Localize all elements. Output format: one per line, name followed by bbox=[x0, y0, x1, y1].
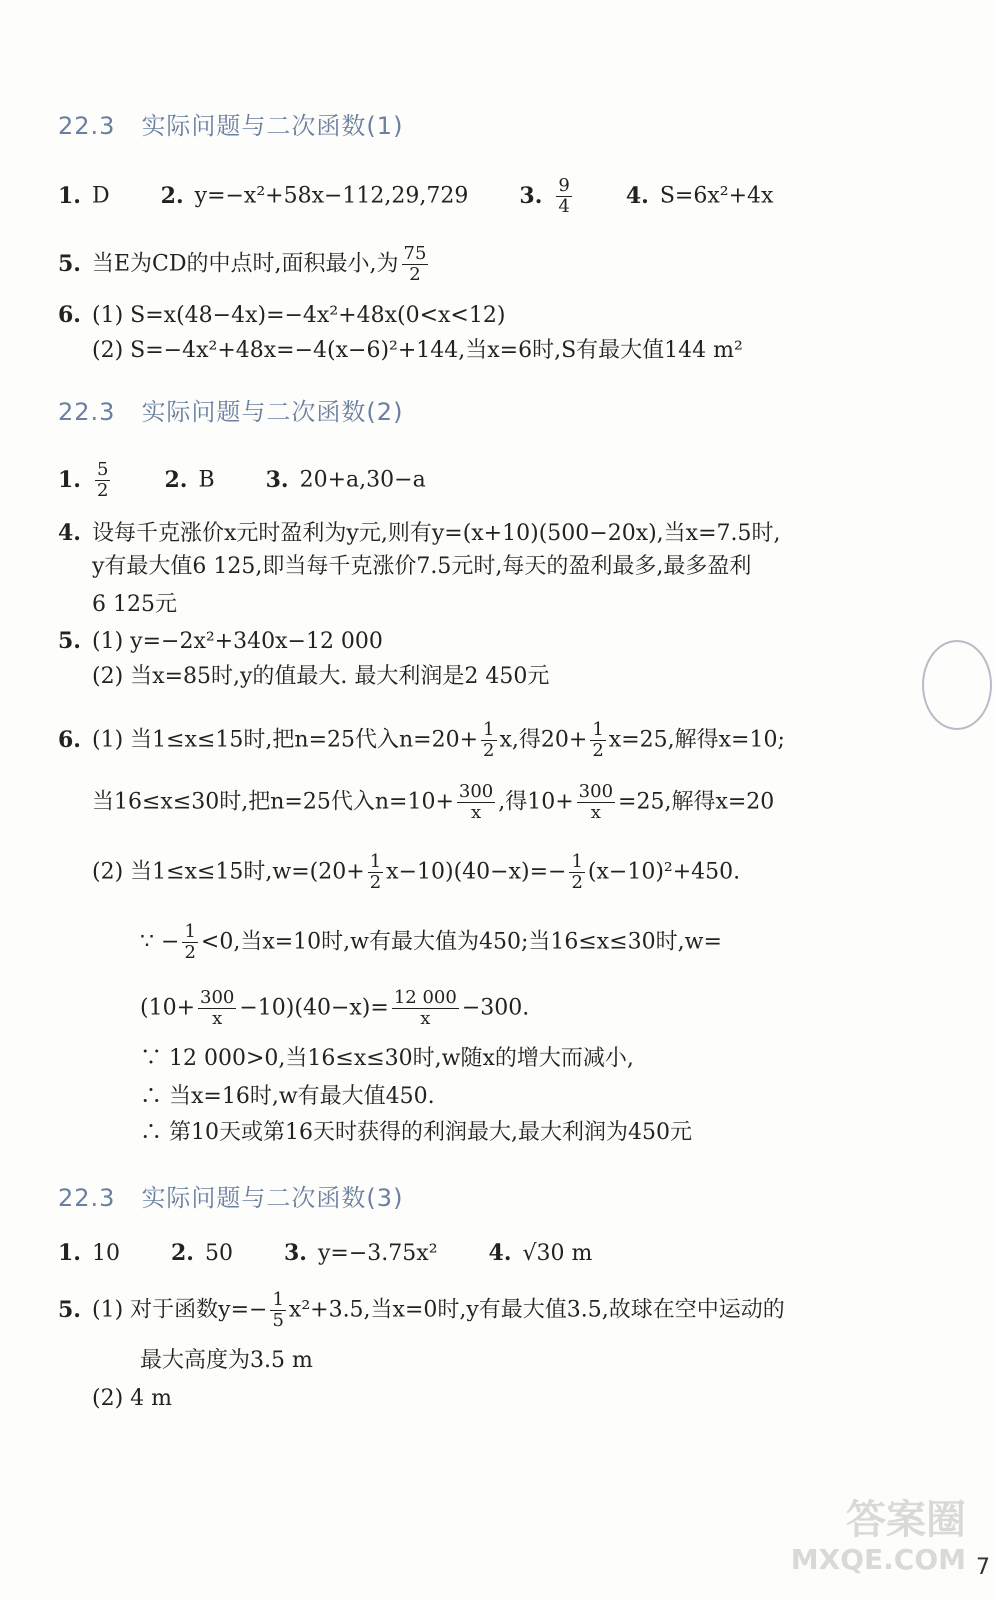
answer-text: (x−10)²+450. bbox=[587, 859, 741, 885]
answer-text: 10 bbox=[92, 1241, 120, 1266]
section-number: 22.3 bbox=[58, 112, 116, 140]
answer-text: (1) S=x(48−4x)=−4x²+48x(0<x<12) bbox=[92, 303, 506, 328]
answer-line bbox=[140, 988, 529, 1029]
section-number: 22.3 bbox=[58, 1184, 116, 1212]
answer-text: x,得20+ bbox=[499, 727, 588, 753]
answer-text: 当16≤x≤30时,把n=25代入n=10+ bbox=[92, 789, 454, 815]
numerator: 12 000 bbox=[393, 987, 457, 1008]
question-number: 3. bbox=[284, 1240, 307, 1266]
watermark-url: MXQE.COM bbox=[790, 1543, 966, 1576]
denominator: 2 bbox=[592, 740, 604, 761]
question-number: 3. bbox=[265, 466, 289, 493]
answer-line bbox=[58, 244, 431, 285]
answer-line bbox=[58, 176, 773, 217]
question-number: 4. bbox=[488, 1240, 512, 1266]
answer-line bbox=[58, 720, 785, 761]
denominator: x bbox=[420, 1008, 431, 1029]
watermark-logo bbox=[790, 1497, 966, 1580]
numerator: 1 bbox=[571, 851, 583, 872]
question-number: 5. bbox=[58, 250, 81, 277]
answer-line bbox=[92, 782, 774, 823]
fraction bbox=[392, 988, 459, 1029]
answer-line: (2) 当x=85时,y的值最大. 最大利润是2 450元 bbox=[92, 664, 550, 689]
fraction bbox=[556, 176, 571, 217]
fraction bbox=[368, 852, 383, 893]
answer-text: (10+ bbox=[140, 995, 196, 1021]
answer-line bbox=[58, 1238, 592, 1269]
answer-line bbox=[58, 460, 426, 501]
numerator: 1 bbox=[369, 851, 382, 872]
answer-line: ∴ 当x=16时,w有最大值450. bbox=[140, 1084, 435, 1109]
question-number: 4. bbox=[58, 520, 81, 546]
denominator: 2 bbox=[409, 264, 421, 285]
answer-text: 当E为CD的中点时,面积最小,为 bbox=[92, 251, 399, 277]
answer-text: (1) 当1≤x≤15时,把n=25代入n=20+ bbox=[92, 727, 479, 753]
answer-text: y=−3.75x² bbox=[318, 1241, 438, 1266]
denominator: 2 bbox=[97, 480, 109, 501]
answer-line: (2) S=−4x²+48x=−4(x−6)²+144,当x=6时,S有最大值144 m² bbox=[92, 338, 743, 363]
denominator: x bbox=[470, 802, 482, 823]
denominator: x bbox=[590, 802, 601, 823]
answer-text: y=−x²+58x−112,29,729 bbox=[194, 183, 469, 209]
fraction bbox=[198, 988, 236, 1029]
question-number: 1. bbox=[58, 1240, 81, 1266]
answer-line bbox=[58, 626, 383, 657]
numerator: 75 bbox=[403, 243, 427, 264]
answer-line: 6 125元 bbox=[92, 592, 177, 617]
numerator: 1 bbox=[592, 719, 604, 740]
denominator: 2 bbox=[571, 872, 583, 893]
answer-text: x²+3.5,当x=0时,y有最大值3.5,故球在空中运动的 bbox=[288, 1297, 785, 1323]
fraction bbox=[402, 244, 429, 285]
page-number: 7 bbox=[976, 1555, 990, 1580]
answer-line bbox=[58, 300, 505, 331]
answer-text: x=25,解得x=10; bbox=[608, 727, 785, 753]
denominator: 2 bbox=[483, 740, 495, 761]
answer-text: D bbox=[92, 183, 110, 209]
fraction bbox=[590, 720, 605, 761]
fraction bbox=[577, 782, 615, 823]
numerator: 9 bbox=[558, 175, 570, 196]
fraction bbox=[182, 922, 197, 963]
stamp-seal bbox=[922, 640, 992, 730]
answer-text: 20+a,30−a bbox=[299, 467, 426, 493]
answer-text: (2) 当1≤x≤15时,w=(20+ bbox=[92, 859, 365, 885]
question-number: 4. bbox=[625, 182, 649, 209]
numerator: 1 bbox=[184, 921, 196, 942]
fraction bbox=[481, 720, 496, 761]
answer-line: ∵ 12 000>0,当16≤x≤30时,w随x的增大而减小, bbox=[140, 1046, 634, 1071]
answer-line bbox=[92, 852, 740, 893]
answer-text: S=6x²+4x bbox=[659, 183, 774, 209]
answer-line bbox=[140, 922, 722, 963]
question-number: 5. bbox=[58, 1296, 81, 1323]
answer-text: (1) 对于函数y=− bbox=[92, 1297, 268, 1323]
question-number: 2. bbox=[164, 466, 188, 493]
answer-text: √30 m bbox=[522, 1241, 593, 1266]
fraction bbox=[457, 782, 495, 823]
question-number: 6. bbox=[58, 726, 81, 753]
numerator: 300 bbox=[458, 781, 494, 802]
answer-text: <0,当x=10时,w有最大值为450;当16≤x≤30时,w= bbox=[200, 929, 722, 955]
answer-text: −10)(40−x)= bbox=[239, 995, 389, 1021]
answer-line bbox=[58, 1290, 785, 1331]
question-number: 3. bbox=[519, 182, 543, 209]
answer-text: (1) y=−2x²+340x−12 000 bbox=[92, 629, 383, 654]
denominator: x bbox=[212, 1008, 223, 1029]
question-number: 2. bbox=[171, 1240, 194, 1266]
question-number: 6. bbox=[58, 302, 81, 328]
answer-text: x−10)(40−x)=− bbox=[386, 859, 567, 885]
question-number: 1. bbox=[58, 182, 81, 209]
answer-text: B bbox=[198, 467, 215, 493]
answer-line bbox=[58, 518, 781, 549]
fraction bbox=[569, 852, 584, 893]
numerator: 1 bbox=[483, 719, 495, 740]
question-number: 5. bbox=[58, 628, 81, 654]
numerator: 300 bbox=[200, 987, 235, 1008]
question-number: 1. bbox=[58, 466, 81, 493]
denominator: 2 bbox=[369, 872, 382, 893]
section-name: 实际问题与二次函数(2) bbox=[141, 398, 404, 426]
watermark-text: 答案圈 bbox=[846, 1497, 966, 1543]
section-number: 22.3 bbox=[58, 398, 116, 426]
answer-line: 最大高度为3.5 m bbox=[140, 1348, 313, 1373]
section-name: 实际问题与二次函数(3) bbox=[141, 1184, 404, 1212]
section-title-2 bbox=[58, 392, 403, 427]
fraction bbox=[95, 460, 110, 501]
fraction bbox=[270, 1290, 285, 1331]
answer-line: (2) 4 m bbox=[92, 1386, 173, 1411]
numerator: 300 bbox=[578, 781, 614, 802]
answer-text: ,得10+ bbox=[498, 789, 574, 815]
numerator: 5 bbox=[97, 459, 109, 480]
answer-line: ∴ 第10天或第16天时获得的利润最大,最大利润为450元 bbox=[140, 1120, 692, 1145]
answer-text: =25,解得x=20 bbox=[618, 789, 775, 815]
section-title-1 bbox=[58, 106, 403, 141]
section-title-3 bbox=[58, 1178, 403, 1213]
answer-text: 50 bbox=[205, 1241, 233, 1266]
question-number: 2. bbox=[160, 182, 184, 209]
answer-line: y有最大值6 125,即当每千克涨价7.5元时,每天的盈利最多,最多盈利 bbox=[92, 554, 752, 579]
section-name: 实际问题与二次函数(1) bbox=[141, 112, 404, 140]
numerator: 1 bbox=[272, 1289, 284, 1310]
denominator: 5 bbox=[272, 1310, 284, 1331]
denominator: 4 bbox=[558, 196, 570, 217]
denominator: 2 bbox=[184, 942, 196, 963]
answer-text: −300. bbox=[461, 995, 530, 1021]
answer-text: 设每千克涨价x元时盈利为y元,则有y=(x+10)(500−20x),当x=7.5时, bbox=[92, 521, 781, 546]
answer-text: ∵ − bbox=[140, 929, 180, 955]
